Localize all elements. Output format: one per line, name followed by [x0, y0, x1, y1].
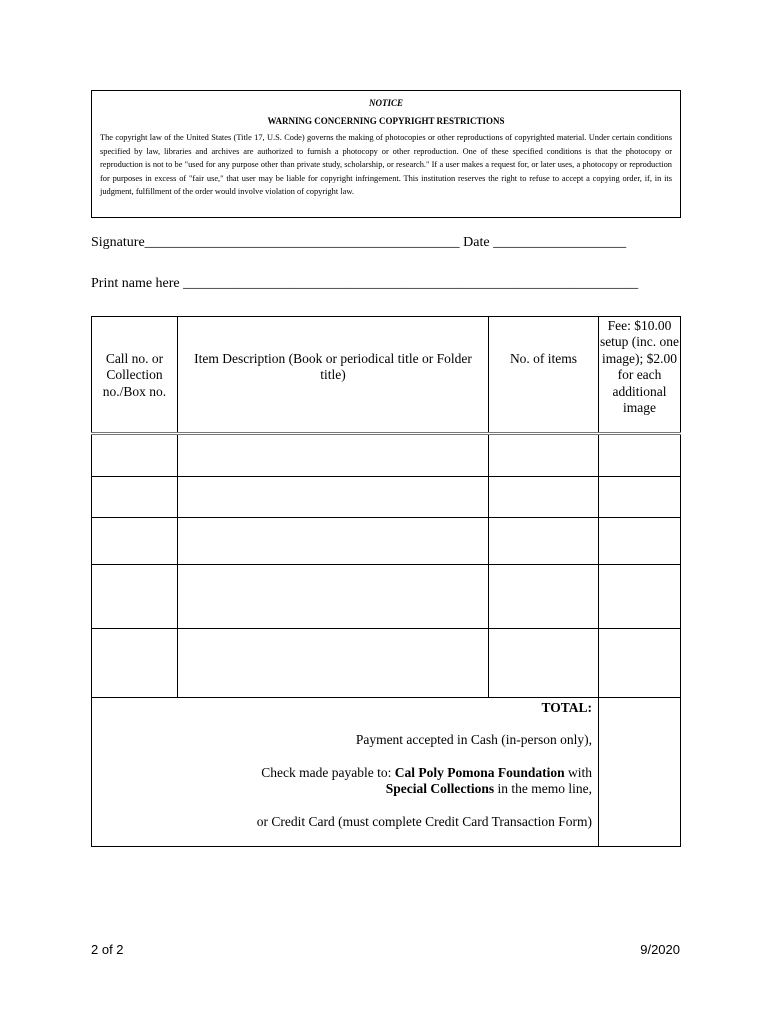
fee-cell[interactable] [599, 434, 681, 477]
fee-cell[interactable] [599, 477, 681, 518]
payment-cash-text: Payment accepted in Cash (in-person only), [355, 732, 592, 748]
notice-subtitle: WARNING CONCERNING COPYRIGHT RESTRICTIONS [267, 116, 505, 126]
header-description: Item Description (Book or periodical title or Folder title) [178, 317, 489, 434]
page-number: 2 of 2 [91, 942, 124, 957]
total-amount-cell[interactable] [599, 698, 681, 847]
check-prefix: Check made payable to: [261, 764, 395, 780]
fee-cell[interactable] [599, 565, 681, 629]
table-row [92, 565, 681, 629]
print-name-row [91, 275, 638, 293]
date-label: Date [463, 235, 490, 250]
print-name-label: Print name here [91, 276, 180, 291]
table-row [92, 518, 681, 565]
signature-field[interactable]: _____________________________________________ [144, 235, 460, 250]
print-name-field[interactable]: _________________________________________________________________ [183, 276, 639, 291]
call-no-cell[interactable] [92, 477, 178, 518]
call-no-cell[interactable] [92, 629, 178, 698]
check-middle: with [564, 764, 592, 780]
call-no-cell[interactable] [92, 434, 178, 477]
payment-info-cell [92, 698, 599, 847]
items-cell[interactable] [489, 565, 599, 629]
header-call-no: Call no. or Collection no./Box no. [92, 317, 178, 434]
description-cell[interactable] [178, 434, 489, 477]
check-memo: Special Collections [385, 781, 495, 797]
description-cell[interactable] [178, 565, 489, 629]
description-cell[interactable] [178, 477, 489, 518]
description-cell[interactable] [178, 629, 489, 698]
header-fee: Fee: $10.00 setup (inc. one image); $2.00 for each additional image [599, 317, 681, 434]
fee-cell[interactable] [599, 629, 681, 698]
request-table [91, 316, 681, 847]
date-field[interactable]: ___________________ [493, 235, 627, 250]
revision-date: 9/2020 [640, 942, 680, 957]
payment-check-text [98, 765, 592, 798]
table-row [92, 477, 681, 518]
table-row [92, 434, 681, 477]
description-cell[interactable] [178, 518, 489, 565]
payment-credit-text: or Credit Card (must complete Credit Card Transaction Form) [256, 813, 592, 829]
table-row [92, 629, 681, 698]
call-no-cell[interactable] [92, 565, 178, 629]
header-no-of-items: No. of items [489, 317, 599, 434]
table-header-row [92, 317, 681, 434]
items-cell[interactable] [489, 434, 599, 477]
check-suffix: in the memo line, [494, 781, 592, 797]
notice-title: NOTICE [368, 98, 403, 108]
fee-cell[interactable] [599, 518, 681, 565]
call-no-cell[interactable] [92, 518, 178, 565]
check-payee: Cal Poly Pomona Foundation [394, 764, 565, 780]
items-cell[interactable] [489, 477, 599, 518]
copyright-notice-box [91, 90, 681, 218]
signature-label: Signature [91, 235, 145, 250]
table-footer-row [92, 698, 681, 847]
signature-row [91, 234, 626, 252]
items-cell[interactable] [489, 518, 599, 565]
items-cell[interactable] [489, 629, 599, 698]
total-label: TOTAL: [541, 700, 592, 715]
notice-body: The copyright law of the United States (Title 17, U.S. Code) governs the making of photocopies or other reproductions of copyrighted material. Under certain conditions specified by law, libraries and archives are authorized to furnish a photocopy or other reproduction. One of these specified conditions is that the photocopy or reproduction is not to be "used for any purpose other than private study, scholarship, or research." If a user makes a request for, or later uses, a photocopy or reproduction for purposes in excess of "fair use," that user may be liable for copyright infringement. This institution reserves the right to refuse to accept a copying order, if, in its judgment, fulfillment of the order would involve violation of copyright law. [100, 133, 672, 197]
